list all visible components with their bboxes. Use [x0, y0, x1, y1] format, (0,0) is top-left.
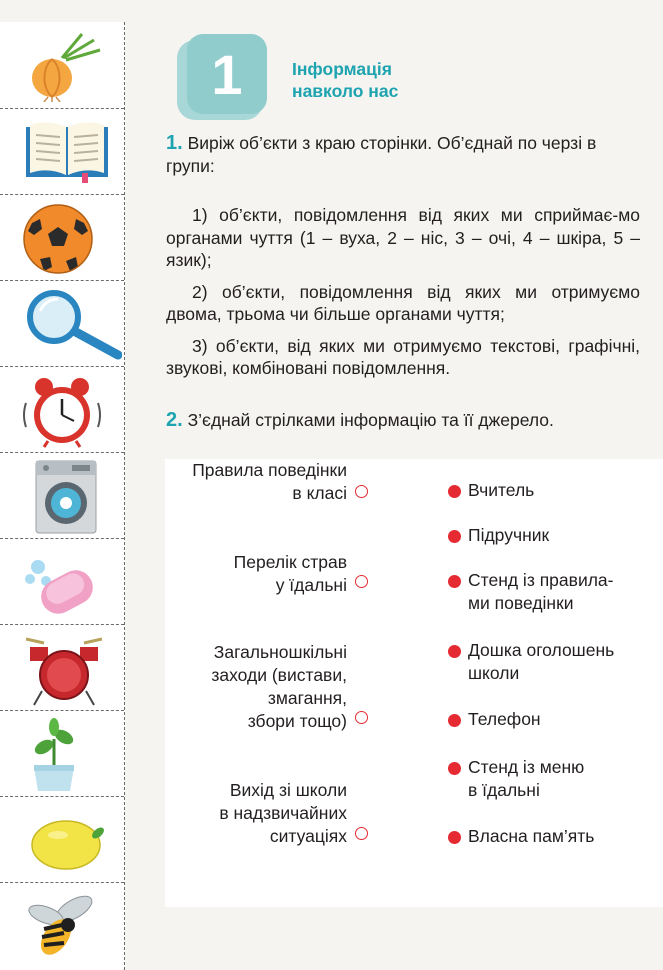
source-connector[interactable]	[448, 645, 461, 658]
source-connector[interactable]	[448, 714, 461, 727]
lesson-badge	[177, 34, 272, 120]
cutout-alarm-clock[interactable]	[0, 366, 124, 452]
task1-group-2: 2) об’єкти, повідомлення від яких ми отримуємо двома, трьома чи більше органами чуття;	[166, 281, 640, 324]
source-item: Вчитель	[468, 480, 535, 500]
lemon-icon	[22, 803, 112, 879]
bee-icon	[22, 889, 102, 965]
cutout-plant[interactable]	[0, 710, 124, 796]
task1-group-1: 1) об’єкти, повідомлення від яких ми сприймає-мо органами чуття (1 – вуха, 2 – ніс, 3 – очі, 4 – шкіра, 5 – язик);	[166, 205, 640, 270]
information-item: Загальношкільні заходи (вистави, змагання, збори тощо)	[211, 642, 347, 731]
source-item: Підручник	[468, 525, 550, 545]
matching-area	[165, 459, 663, 907]
source-connector[interactable]	[448, 530, 461, 543]
information-connector[interactable]	[355, 711, 368, 724]
cutout-book[interactable]	[0, 108, 124, 194]
source-item: Телефон	[468, 709, 541, 729]
cutout-ball[interactable]	[0, 194, 124, 280]
drum-kit-icon	[22, 631, 106, 707]
cutout-washing-machine[interactable]	[0, 452, 124, 538]
source-item: Стенд із правила- ми поведінки	[468, 570, 614, 613]
task2-instruction	[166, 409, 640, 432]
lesson-title-line2: навколо нас	[292, 81, 399, 101]
source-connector[interactable]	[448, 575, 461, 588]
cutout-soap[interactable]	[0, 538, 124, 624]
information-connector[interactable]	[355, 827, 368, 840]
information-item: Правила поведінки в класі	[192, 460, 347, 503]
soap-icon	[22, 545, 102, 621]
plant-pot-icon	[22, 717, 102, 793]
source-connector[interactable]	[448, 485, 461, 498]
cutout-drums[interactable]	[0, 624, 124, 710]
lesson-title-line1: Інформація	[292, 59, 392, 79]
source-connector[interactable]	[448, 762, 461, 775]
task2-number: 2.	[166, 409, 183, 431]
cutout-onion[interactable]	[0, 22, 124, 108]
lesson-title	[292, 58, 398, 102]
magnifier-icon	[22, 287, 122, 363]
source-item: Власна пам’ять	[468, 826, 595, 846]
information-item: Вихід зі школи в надзвичайних ситуаціях	[219, 780, 347, 846]
task1-groups	[166, 204, 640, 389]
task2-text: З’єднай стрілками інформацію та її джерело.	[187, 410, 554, 430]
washing-machine-icon	[22, 459, 102, 535]
source-item: Дошка оголошень школи	[468, 640, 615, 683]
lesson-number: 1	[187, 34, 267, 114]
information-connector[interactable]	[355, 485, 368, 498]
onion-icon	[22, 28, 102, 102]
task1-instruction	[166, 132, 640, 178]
information-connector[interactable]	[355, 575, 368, 588]
source-item: Стенд із меню в їдальні	[468, 757, 585, 800]
cutout-lemon[interactable]	[0, 796, 124, 882]
cutout-strip	[0, 22, 125, 970]
task1-group-3: 3) об’єкти, від яких ми отримуємо текстові, графічні, звукові, комбіновані повідомлення.	[166, 335, 640, 378]
task1-text: Виріж об’єкти з краю сторінки. Об’єднай по черзі в групи:	[166, 133, 597, 176]
cutout-bee[interactable]	[0, 882, 124, 968]
open-book-icon	[22, 115, 112, 189]
task1-number: 1.	[166, 132, 183, 154]
alarm-clock-icon	[22, 373, 102, 449]
source-connector[interactable]	[448, 831, 461, 844]
football-icon	[22, 201, 102, 277]
information-item: Перелік страв у їдальні	[233, 552, 347, 595]
cutout-magnifier[interactable]	[0, 280, 124, 366]
